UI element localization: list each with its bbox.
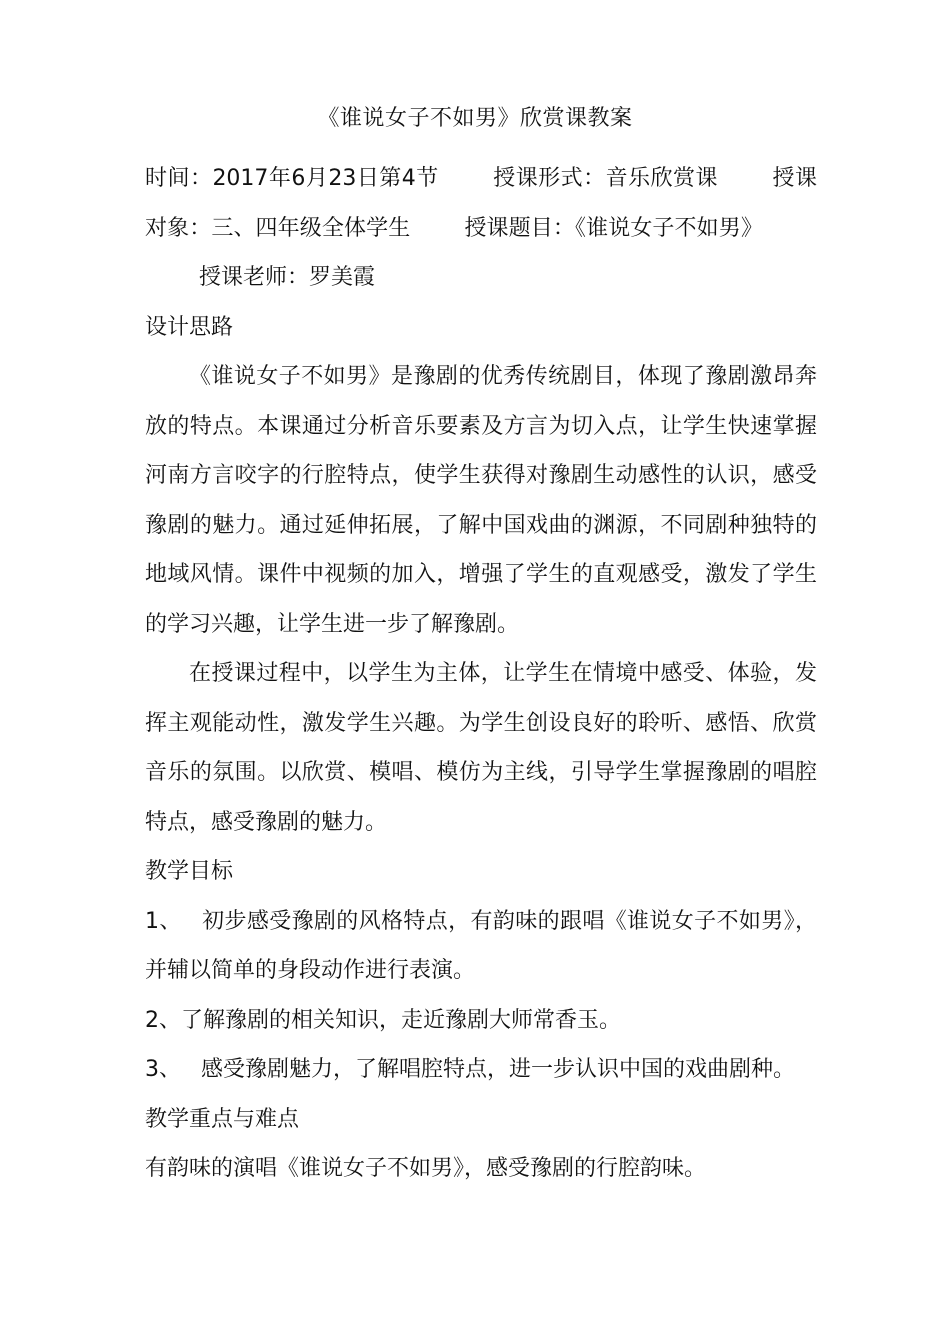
meta-form: 授课形式：音乐欣赏课: [492, 166, 719, 191]
goal-item-1: [145, 897, 817, 996]
lesson-meta: [145, 154, 817, 303]
design-paragraph-2: 在授课过程中，以学生为主体，让学生在情境中感受、体验，发挥主观能动性，激发学生兴趣。为学生创设良好的聆听、感悟、欣赏音乐的氛围。以欣赏、模唱、模仿为主线，引导学生掌握豫剧的唱腔特点，感受豫剧的魅力。: [145, 661, 817, 835]
section-heading-key-points: 教学重点与难点: [145, 1106, 300, 1132]
meta-topic: 授课题目：《谁说女子不如男》: [464, 215, 763, 241]
document-title: 《谁说女子不如男》欣赏课教案: [317, 106, 633, 131]
goal-item-3-number: 3、: [145, 1057, 181, 1082]
meta-time: 时间：2017年6月23日第4节: [145, 166, 439, 191]
meta-audience: 授课对象：三、四年级全体学生: [145, 166, 817, 241]
goal-item-1-number: 1、: [145, 908, 182, 934]
section-heading-goals: 教学目标: [145, 859, 234, 884]
design-paragraph-1: 《谁说女子不如男》是豫剧的优秀传统剧目，体现了豫剧激昂奔放的特点。本课通过分析音乐要素及方言为切入点，让学生快速掌握河南方言咬字的行腔特点，使学生获得对豫剧生动感性的认识，感受豫剧的魅力。通过延伸拓展，了解中国戏曲的渊源，不同剧种独特的地域风情。课件中视频的加入，增强了学生的直观感受，激发了学生的学习兴趣，让学生进一步了解豫剧。: [145, 364, 817, 637]
goal-item-3: [145, 1045, 817, 1095]
goal-item-1-text: 初步感受豫剧的风格特点，有韵味的跟唱《谁说女子不如男》，并辅以简单的身段动作进行表演。: [145, 908, 817, 983]
section-heading-design: 设计思路: [145, 314, 234, 340]
goal-item-2: [145, 996, 817, 1046]
key-points-text: 有韵味的演唱《谁说女子不如男》，感受豫剧的行腔韵味。: [145, 1156, 707, 1181]
goal-item-2-number: 2、: [145, 1007, 181, 1033]
goal-item-2-text: 了解豫剧的相关知识，走近豫剧大师常香玉。: [181, 1007, 622, 1033]
document-body: [145, 154, 817, 1194]
meta-teacher: 授课老师：罗美霞: [199, 265, 376, 290]
goal-item-3-text: 感受豫剧魅力，了解唱腔特点，进一步认识中国的戏曲剧种。: [201, 1057, 796, 1082]
